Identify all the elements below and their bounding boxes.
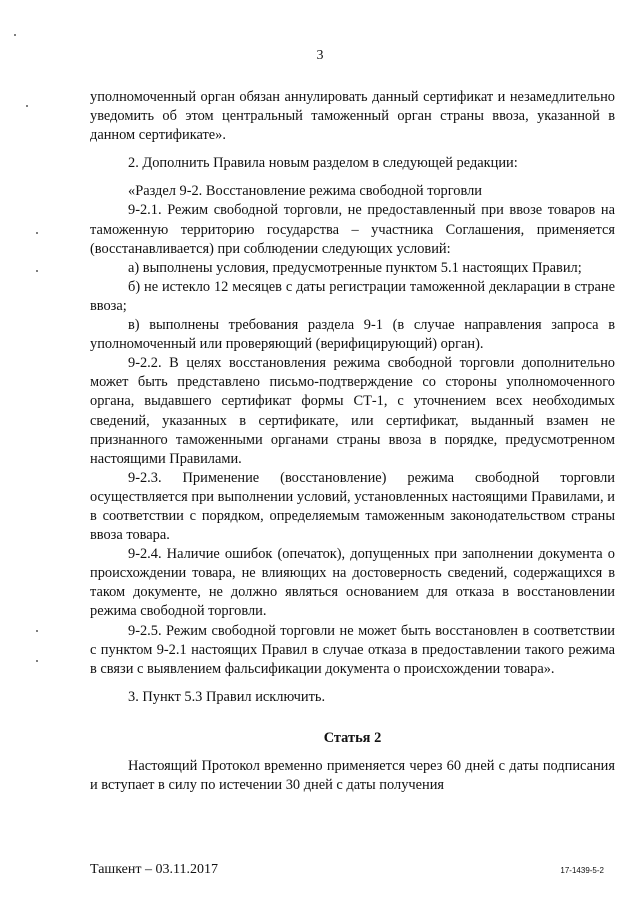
scan-dot <box>36 630 38 632</box>
paragraph: уполномоченный орган обязан аннулировать данный сертификат и незамедлительно уведомить об этом центральный таможенный орган страны ввоза, указанной в данном сертификате». <box>90 89 615 144</box>
document-body <box>90 88 615 795</box>
paragraph: 9-2.1. Режим свободной торговли, не предоставленный при ввозе товаров на таможенную территорию государства – участника Соглашения, применяется (восстанавливается) при соблюдении следующих условий: <box>90 202 615 257</box>
scan-dot <box>14 34 16 36</box>
list-item: в) выполнены требования раздела 9-1 (в случае направления запроса в уполномоченный или проверяющий (верифицирующий) орган). <box>90 317 615 353</box>
footer-place-date: Ташкент – 03.11.2017 <box>90 862 218 877</box>
scan-dot <box>36 232 38 234</box>
list-item: б) не истекло 12 месяцев с даты регистрации таможенной декларации в стране ввоза; <box>90 278 615 314</box>
list-item: а) выполнены условия, предусмотренные пунктом 5.1 настоящих Правил; <box>128 259 582 276</box>
paragraph: 2. Дополнить Правила новым разделом в следующей редакции: <box>128 155 518 172</box>
scan-dot <box>36 270 38 272</box>
paragraph: 9-2.5. Режим свободной торговли не может быть восстановлен в соответствии с пунктом 9-2.1 настоящих Правил в случае отказа в предоставлении такого режима в связи с выявлением фальсификации документа о происхождении товара». <box>90 622 615 677</box>
paragraph: 3. Пункт 5.3 Правил исключить. <box>128 688 326 705</box>
scan-dot <box>26 105 28 107</box>
section-heading: «Раздел 9-2. Восстановление режима свободной торговли <box>128 183 482 200</box>
paragraph: Настоящий Протокол временно применяется через 60 дней с даты подписания и вступает в силу по истечении 30 дней с даты получения <box>90 758 615 794</box>
footer-doc-code: 17-1439-5-2 <box>560 866 604 875</box>
article-heading: Статья 2 <box>323 729 382 746</box>
page-number: 3 <box>316 48 324 63</box>
scan-dot <box>36 660 38 662</box>
paragraph: 9-2.4. Наличие ошибок (опечаток), допущенных при заполнении документа о происхождении товара, не влияющих на достоверность сведений, содержащихся в таком документе, не должно являться основанием для отказа в восстановлении режима свободной торговли. <box>90 546 615 620</box>
paragraph: 9-2.3. Применение (восстановление) режима свободной торговли осуществляется при выполнении условий, установленных настоящими Правилами, и в соответствии с порядком, определяемым таможенным законодательством страны ввоза товара. <box>90 469 615 544</box>
paragraph: 9-2.2. В целях восстановления режима свободной торговли дополнительно может быть представлено письмо-подтверждение со стороны уполномоченного органа, выдавшего сертификат формы СТ-1, с уточнением всех необходимых сведений, указанных в сертификате, или сертификат, выданный взамен не признанного таможенными органами страны ввоза в порядке, предусмотренном настоящими Правилами. <box>90 355 615 467</box>
